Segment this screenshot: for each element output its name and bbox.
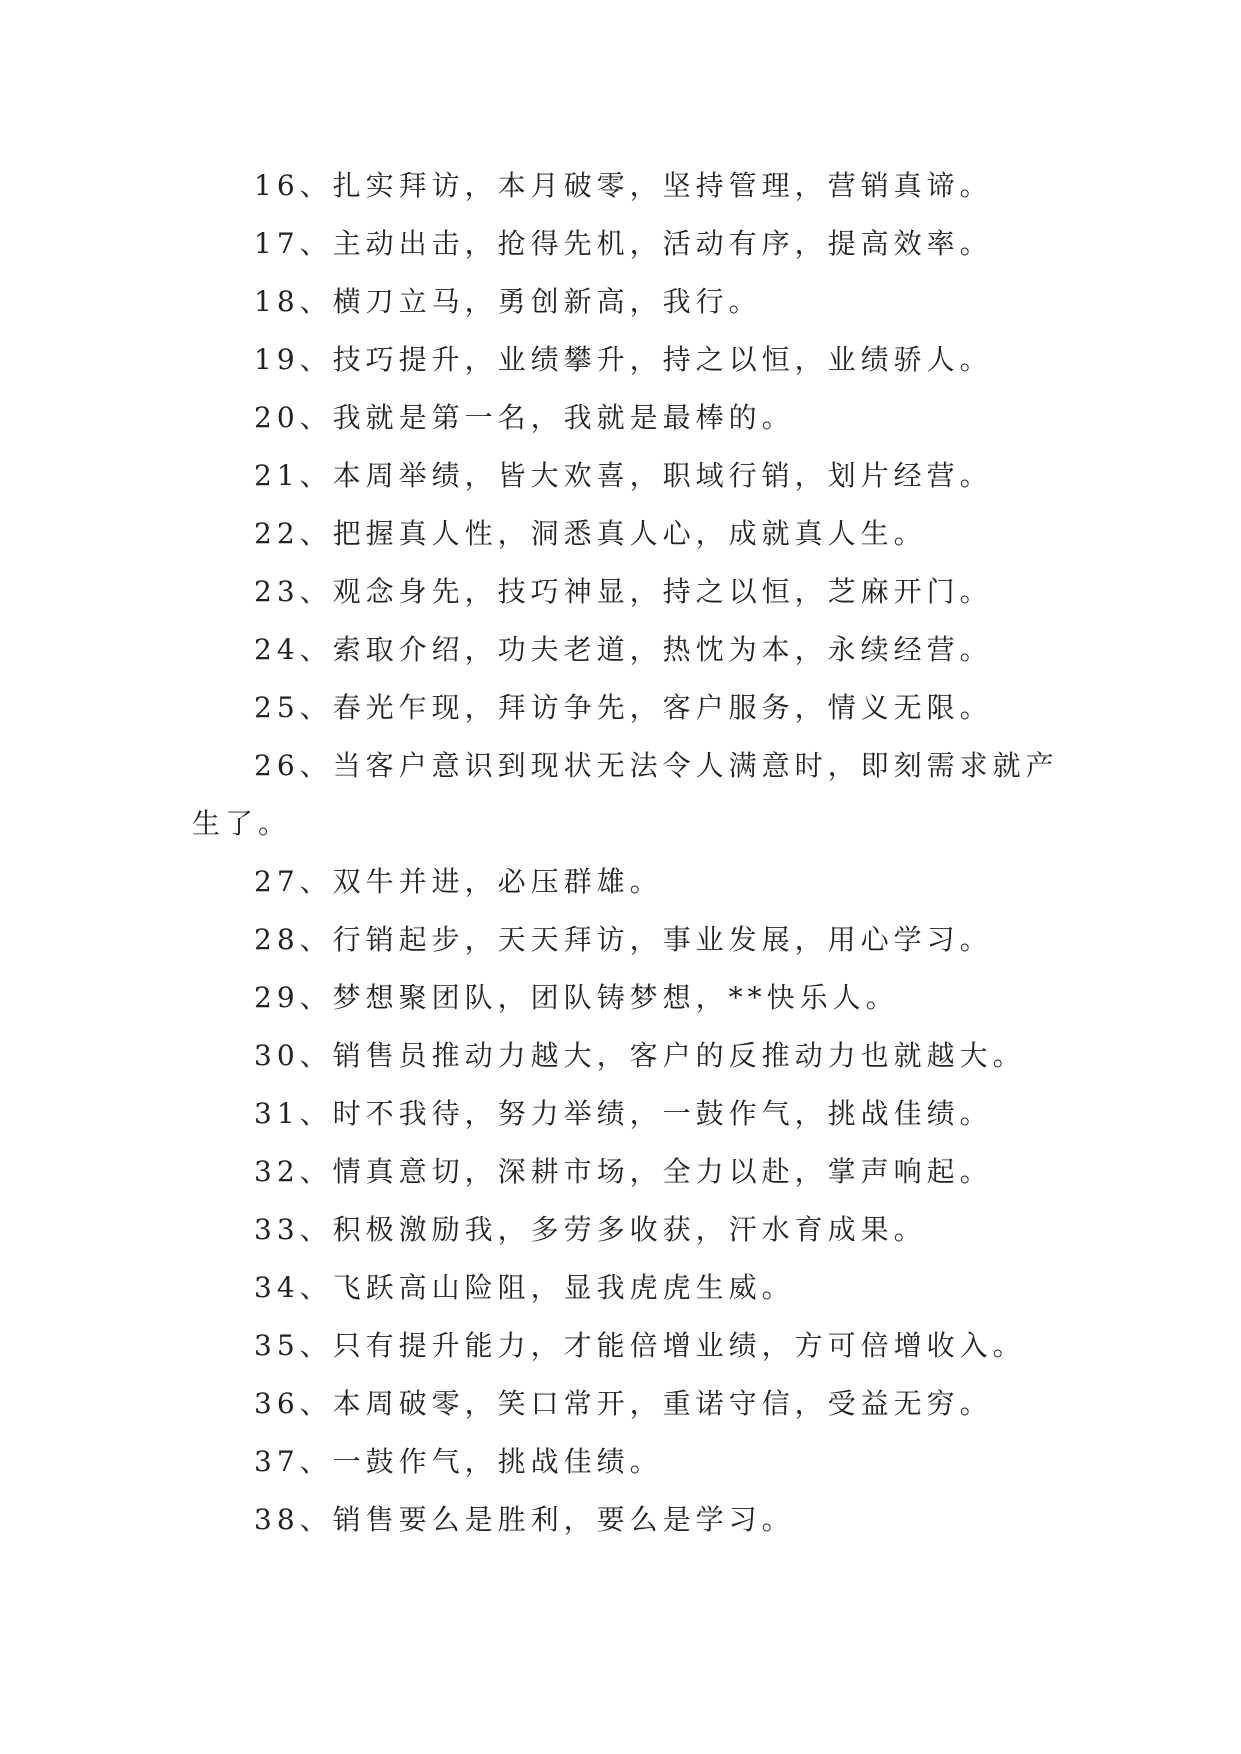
paragraph-21: 21、本周举绩，皆大欢喜，职域行销，划片经营。 — [254, 459, 993, 492]
paragraph-16: 16、扎实拜访，本月破零，坚持管理，营销真谛。 — [254, 169, 993, 202]
paragraph-23: 23、观念身先，技巧神显，持之以恒，芝麻开门。 — [254, 575, 993, 608]
paragraph-33: 33、积极激励我，多劳多收获，汗水育成果。 — [254, 1213, 927, 1246]
paragraph-28: 28、行销起步，天天拜访，事业发展，用心学习。 — [254, 923, 993, 956]
paragraph-24: 24、索取介绍，功夫老道，热忱为本，永续经营。 — [254, 633, 993, 666]
paragraph-29: 29、梦想聚团队，团队铸梦想，**快乐人。 — [254, 981, 899, 1014]
paragraph-34: 34、飞跃高山险阻，显我虎虎生威。 — [254, 1271, 795, 1304]
paragraph-26: 26、当客户意识到现状无法令人满意时，即刻需求就产生了。 — [192, 749, 1059, 840]
paragraph-35: 35、只有提升能力，才能倍增业绩，方可倍增收入。 — [254, 1329, 1026, 1362]
document-body — [192, 157, 1062, 1549]
paragraph-19: 19、技巧提升，业绩攀升，持之以恒，业绩骄人。 — [254, 343, 993, 376]
paragraph-30: 30、销售员推动力越大，客户的反推动力也就越大。 — [254, 1039, 1026, 1072]
paragraph-27: 27、双牛并进，必压群雄。 — [254, 865, 663, 898]
paragraph-38: 38、销售要么是胜利，要么是学习。 — [254, 1503, 795, 1536]
paragraph-18: 18、横刀立马，勇创新高，我行。 — [254, 285, 762, 318]
paragraph-25: 25、春光乍现，拜访争先，客户服务，情义无限。 — [254, 691, 993, 724]
paragraph-20: 20、我就是第一名，我就是最棒的。 — [254, 401, 795, 434]
paragraph-22: 22、把握真人性，洞悉真人心，成就真人生。 — [254, 517, 927, 550]
paragraph-17: 17、主动出击，抢得先机，活动有序，提高效率。 — [254, 227, 993, 260]
paragraph-37: 37、一鼓作气，挑战佳绩。 — [254, 1445, 663, 1478]
paragraph-32: 32、情真意切，深耕市场，全力以赴，掌声响起。 — [254, 1155, 993, 1188]
paragraph-31: 31、时不我待，努力举绩，一鼓作气，挑战佳绩。 — [254, 1097, 993, 1130]
paragraph-36: 36、本周破零，笑口常开，重诺守信，受益无穷。 — [254, 1387, 993, 1420]
